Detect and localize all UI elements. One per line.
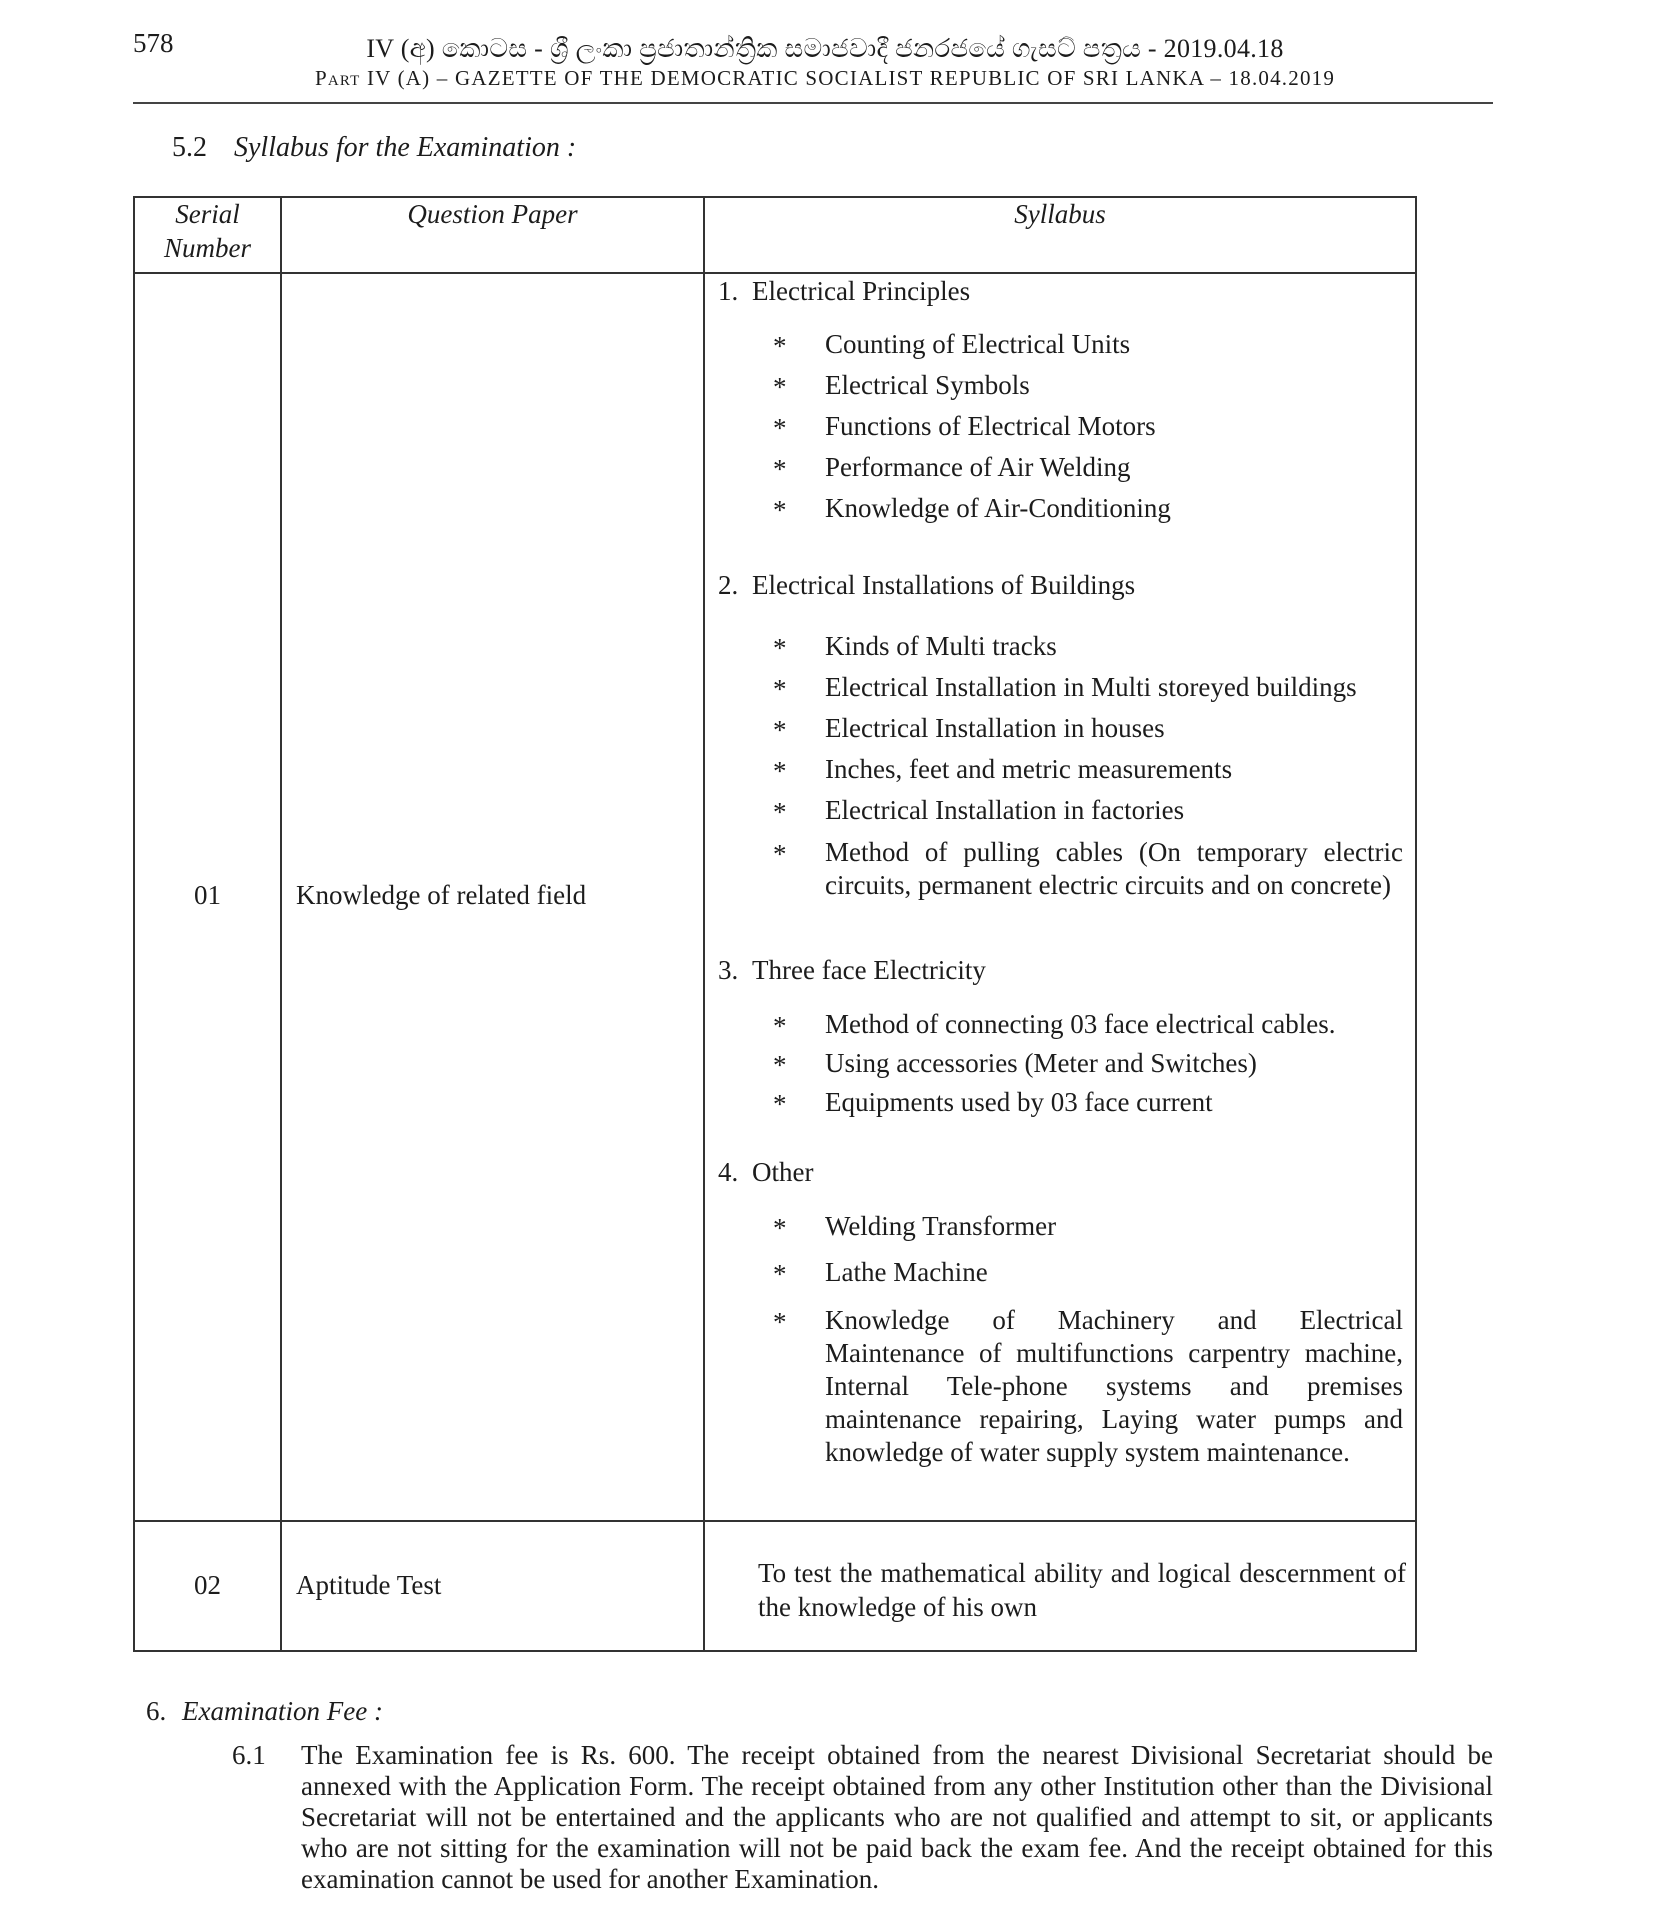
topic-title: Electrical Principles xyxy=(752,276,971,306)
syllabus-item-text: Method of connecting 03 face electrical cables. xyxy=(825,1009,1336,1039)
bullet-star: * xyxy=(773,1011,787,1041)
gazette-header-sinhala: IV (අ) කොටස - ශ්‍රී ලංකා ප්‍රජාතාන්ත්‍රික සමාජවාදී ජනරජයේ ගැසට් පත්‍රය - 2019.04.18 xyxy=(366,34,1284,63)
fee-paragraph-number: 6.1 xyxy=(232,1740,266,1770)
syllabus-item-text: Counting of Electrical Units xyxy=(825,329,1131,359)
bullet-star: * xyxy=(773,839,787,869)
syllabus-topic xyxy=(718,276,970,307)
syllabus-item xyxy=(773,1210,1403,1243)
table-row-divider xyxy=(133,1520,1417,1522)
syllabus-item-text: Knowledge of Machinery and Electrical Maintenance of multifunctions carpentry machine, Internal Tele-phone systems and premises maintenance repairing, Laying water pumps and knowledge of water supply system maintenance. xyxy=(825,1305,1403,1467)
table-header-divider xyxy=(133,272,1417,274)
syllabus-item xyxy=(773,794,1403,827)
syllabus-item xyxy=(773,492,1403,525)
syllabus-item xyxy=(773,1086,1403,1119)
syllabus-item xyxy=(773,836,1403,902)
fee-paragraph: The Examination fee is Rs. 600. The receipt obtained from the nearest Divisional Secretariat should be annexed with the Application Form. The receipt obtained from any other Institution other than the Divisional Secretariat will not be entertained and the applicants who are not qualified and attempt to sit, or applicants who are not sitting for the examination will not be paid back the exam fee. And the receipt obtained for this examination cannot be used for another Examination. xyxy=(301,1740,1493,1894)
syllabus-topic xyxy=(718,570,1135,601)
syllabus-item xyxy=(773,451,1403,484)
row-02-syllabus: To test the mathematical ability and logical descernment of the knowledge of his own xyxy=(758,1558,1406,1622)
syllabus-item-text: Method of pulling cables (On temporary electric circuits, permanent electric circuits and on concrete) xyxy=(825,837,1403,900)
row-01-serial: 01 xyxy=(194,880,221,910)
syllabus-item xyxy=(773,630,1403,663)
syllabus-topic xyxy=(718,1157,813,1188)
header-question-paper: Question Paper xyxy=(407,199,578,229)
syllabus-item-text: Using accessories (Meter and Switches) xyxy=(825,1048,1257,1078)
bullet-star: * xyxy=(773,715,787,745)
syllabus-topic xyxy=(718,955,986,986)
bullet-star: * xyxy=(773,413,787,443)
syllabus-item xyxy=(773,328,1403,361)
bullet-star: * xyxy=(773,1050,787,1080)
fee-section-title: Examination Fee : xyxy=(182,1696,383,1726)
row-02-serial: 02 xyxy=(194,1570,221,1600)
header-divider xyxy=(133,102,1493,104)
syllabus-item xyxy=(773,1256,1403,1289)
topic-title: Other xyxy=(752,1157,814,1187)
bullet-star: * xyxy=(773,1307,787,1337)
page-number: 578 xyxy=(133,28,174,58)
row-01-question-paper: Knowledge of related field xyxy=(296,880,587,910)
header-title-text: IV (A) – GAZETTE OF THE DEMOCRATIC SOCIALIST REPUBLIC OF SRI LANKA – 18.04.2019 xyxy=(360,66,1336,90)
syllabus-item-text: Welding Transformer xyxy=(825,1211,1057,1241)
syllabus-item xyxy=(773,1304,1403,1469)
bullet-star: * xyxy=(773,1213,787,1243)
syllabus-item xyxy=(773,1008,1403,1041)
syllabus-item-text: Electrical Installation in factories xyxy=(825,795,1185,825)
syllabus-item-text: Equipments used by 03 face current xyxy=(825,1087,1213,1117)
syllabus-item xyxy=(773,671,1403,704)
section-title: Syllabus for the Examination : xyxy=(234,132,577,163)
table-column-divider xyxy=(280,196,282,1652)
bullet-star: * xyxy=(773,372,787,402)
topic-title: Three face Electricity xyxy=(752,955,986,985)
header-serial-line1: Serial xyxy=(175,199,240,229)
bullet-star: * xyxy=(773,674,787,704)
syllabus-item-text: Inches, feet and metric measurements xyxy=(825,754,1233,784)
gazette-header-english xyxy=(200,66,1450,91)
syllabus-item xyxy=(773,1047,1403,1080)
topic-number: 4. xyxy=(718,1157,739,1187)
table-column-divider xyxy=(703,196,705,1652)
bullet-star: * xyxy=(773,454,787,484)
syllabus-item xyxy=(773,410,1403,443)
header-serial-line2: Number xyxy=(164,233,251,263)
topic-number: 3. xyxy=(718,955,739,985)
fee-section-number: 6. xyxy=(146,1696,167,1726)
syllabus-item-text: Electrical Installation in Multi storeyed buildings xyxy=(825,672,1357,702)
bullet-star: * xyxy=(773,1259,787,1289)
syllabus-item-text: Lathe Machine xyxy=(825,1257,988,1287)
header-syllabus: Syllabus xyxy=(1014,199,1106,229)
syllabus-item xyxy=(773,753,1403,786)
topic-number: 2. xyxy=(718,570,739,600)
syllabus-item xyxy=(773,369,1403,402)
row-02-question-paper: Aptitude Test xyxy=(296,1570,442,1600)
bullet-star: * xyxy=(773,495,787,525)
topic-title: Electrical Installations of Buildings xyxy=(752,570,1136,600)
syllabus-item-text: Functions of Electrical Motors xyxy=(825,411,1156,441)
syllabus-item-text: Kinds of Multi tracks xyxy=(825,631,1057,661)
section-number: 5.2 xyxy=(172,132,207,163)
section-heading xyxy=(172,132,576,164)
syllabus-item-text: Electrical Installation in houses xyxy=(825,713,1165,743)
syllabus-item-text: Electrical Symbols xyxy=(825,370,1030,400)
fee-heading xyxy=(146,1696,383,1727)
bullet-star: * xyxy=(773,331,787,361)
bullet-star: * xyxy=(773,797,787,827)
topic-number: 1. xyxy=(718,276,739,306)
syllabus-item xyxy=(773,712,1403,745)
header-serial-number xyxy=(135,197,280,265)
bullet-star: * xyxy=(773,756,787,786)
syllabus-item-text: Knowledge of Air-Conditioning xyxy=(825,493,1171,523)
bullet-star: * xyxy=(773,1089,787,1119)
header-part-label: Part xyxy=(314,66,361,90)
syllabus-item-text: Performance of Air Welding xyxy=(825,452,1131,482)
bullet-star: * xyxy=(773,633,787,663)
